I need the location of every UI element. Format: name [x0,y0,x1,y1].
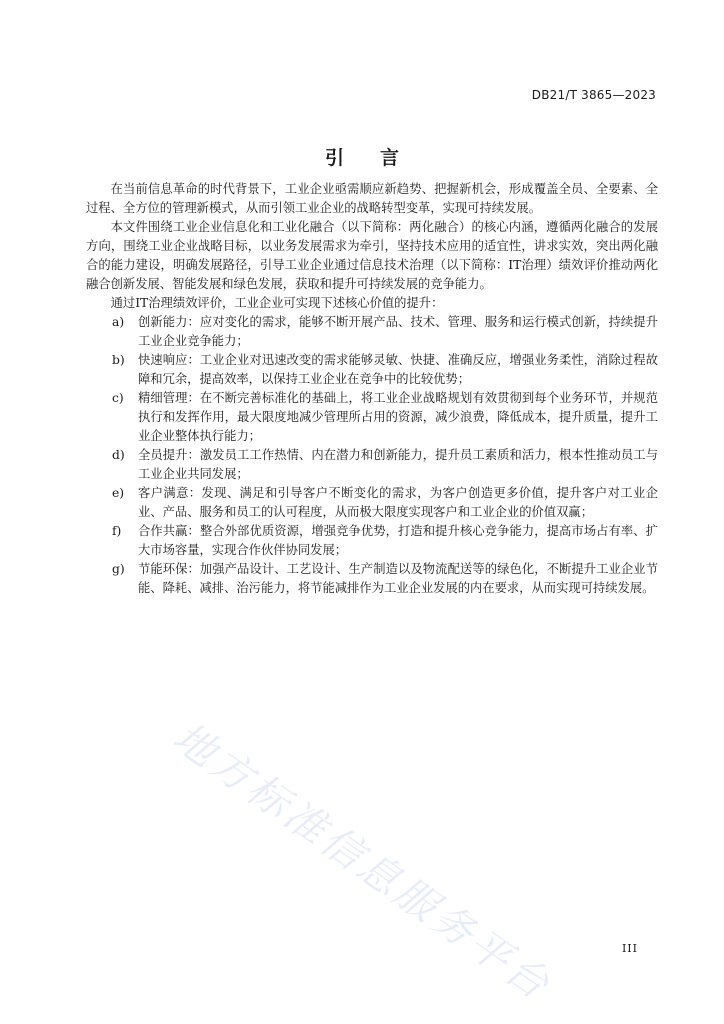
list-marker: d) [112,448,125,462]
document-code: DB21/T 3865—2023 [531,88,656,102]
list-item-text: 客户满意：发现、满足和引导客户不断变化的需求，为客户创造更多价值，提升客户对工业企业、产品、服务和员工的认可程度，从而极大限度实现客户和工业企业的价值双赢； [138,486,658,519]
list-item-text: 快速响应：工业企业对迅速改变的需求能够灵敏、快捷、准确反应，增强业务柔性，消除过程故障和冗余，提高效率，以保持工业企业在竞争中的比较优势； [138,353,658,386]
list-item [86,522,658,560]
list-marker: g) [112,562,125,576]
list-item [86,389,658,446]
list-item [86,351,658,389]
list-marker: a) [112,315,125,329]
list-item-text: 合作共赢：整合外部优质资源，增强竞争优势，打造和提升核心竞争能力，提高市场占有率、扩大市场容量，实现合作伙伴协同发展； [138,524,658,557]
list-item-text: 全员提升：激发员工工作热情、内在潜力和创新能力，提升员工素质和活力，根本性推动员工与工业企业共同发展； [138,448,658,481]
list-item [86,313,658,351]
list-marker: f) [112,524,122,538]
list-item-text: 创新能力：应对变化的需求，能够不断开展产品、技术、管理、服务和运行模式创新，持续提升工业企业竞争能力； [138,315,658,348]
intro-paragraph-1: 在当前信息革命的时代背景下，工业企业亟需顺应新趋势、把握新机会，形成覆盖全员、全要素、全过程、全方位的管理新模式，从而引领工业企业的战略转型变革，实现可持续发展。 [86,182,658,215]
page-number: III [621,942,638,955]
watermark: 地方标准信息服务平台 [164,712,561,1011]
list-item [86,560,658,598]
list-marker: e) [112,486,125,500]
list-marker: c) [112,391,124,405]
intro-paragraph-3: 通过IT治理绩效评价，工业企业可实现下述核心价值的提升： [110,296,444,310]
list-marker: b) [112,353,125,367]
value-list [86,313,658,598]
body-text [86,180,658,598]
list-item-text: 精细管理：在不断完善标准化的基础上，将工业企业战略规划有效贯彻到每个业务环节，并规范执行和发挥作用，最大限度地减少管理所占用的资源，减少浪费，降低成本，提升质量，提升工业企业整体执行能力； [138,391,658,443]
page-title: 引言 [324,147,435,169]
list-item [86,446,658,484]
intro-paragraph-2: 本文件围绕工业企业信息化和工业化融合（以下简称：两化融合）的核心内涵，遵循两化融合的发展方向，围绕工业企业战略目标，以业务发展需求为牵引，坚持技术应用的适宜性，讲求实效，突出两化融合的能力建设，明确发展路径，引导工业企业通过信息技术治理（以下简称：IT治理）绩效评价推动两化融合创新发展、智能发展和绿色发展，获取和提升可持续发展的竞争能力。 [86,220,658,291]
list-item-text: 节能环保：加强产品设计、工艺设计、生产制造以及物流配送等的绿色化，不断提升工业企业节能、降耗、减排、治污能力，将节能减排作为工业企业发展的内在要求，从而实现可持续发展。 [138,562,658,595]
list-item [86,484,658,522]
